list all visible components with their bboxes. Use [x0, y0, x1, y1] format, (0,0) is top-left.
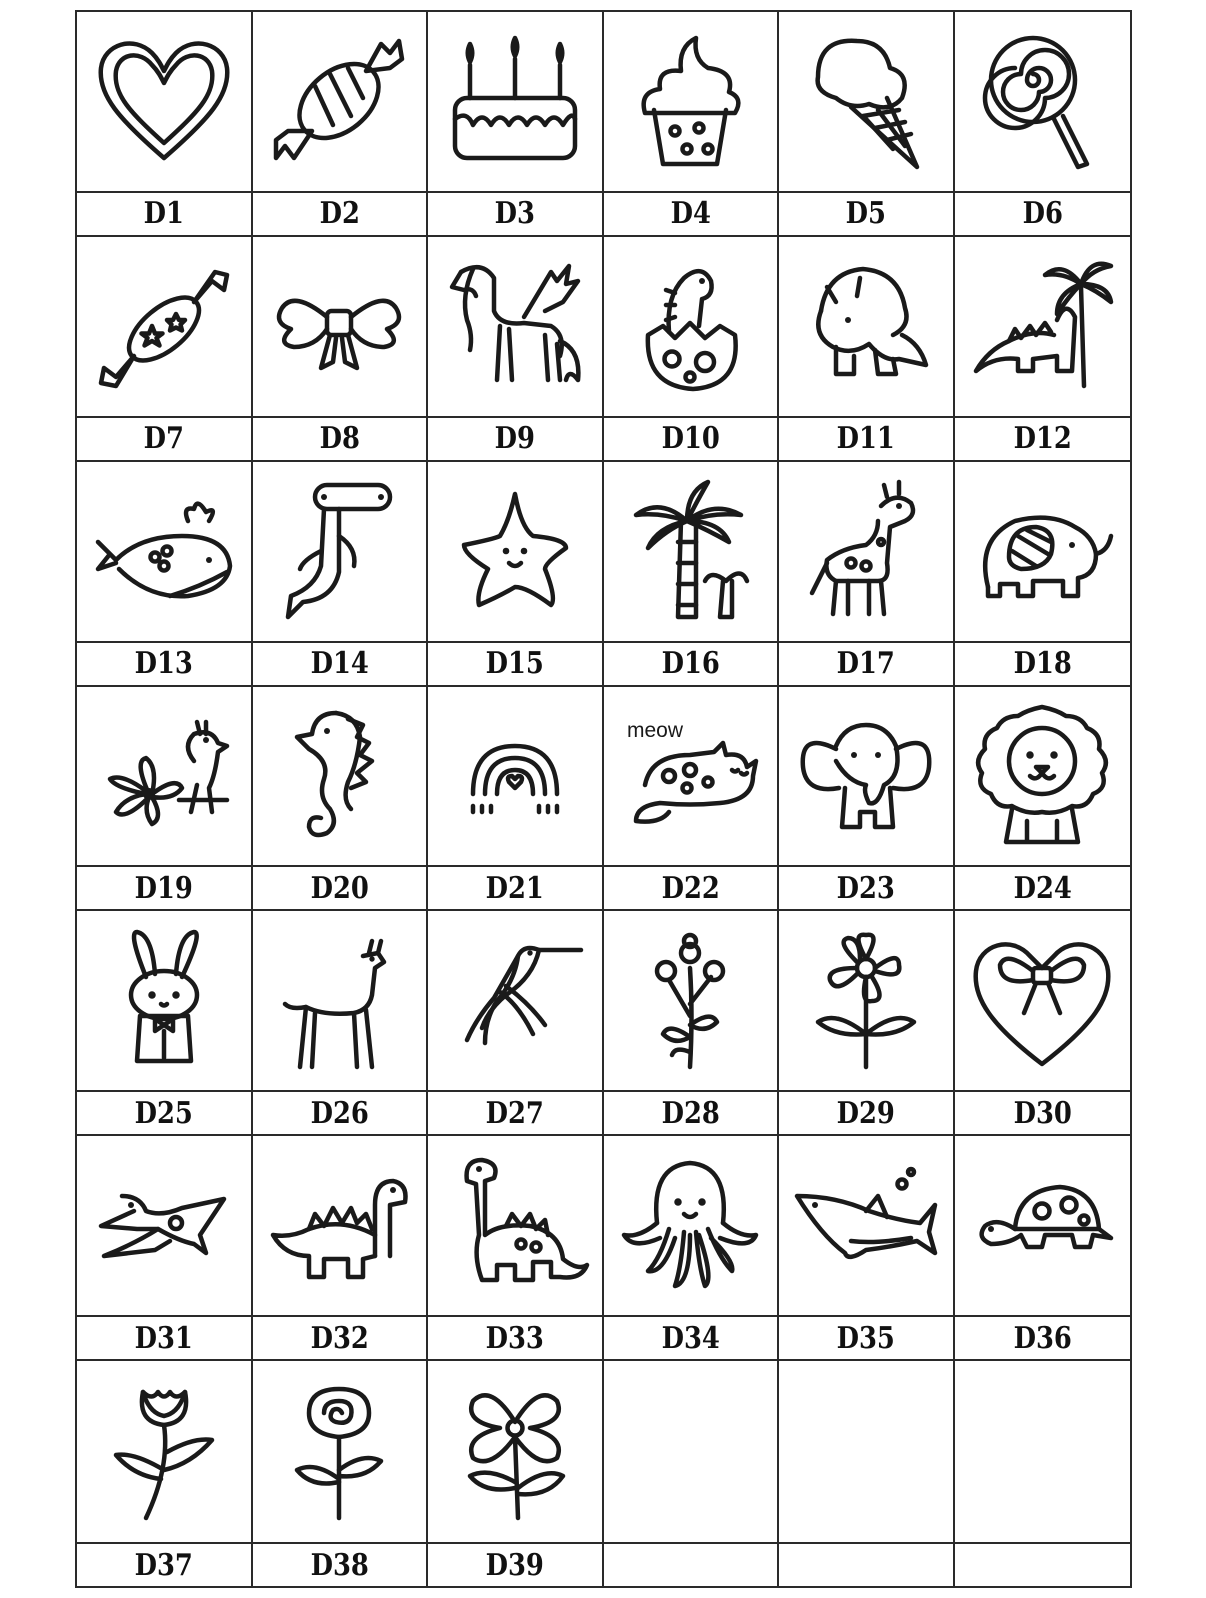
elephant-side-icon — [955, 462, 1131, 643]
dinosaur-palm-icon — [955, 237, 1131, 418]
elephant-front-icon — [779, 687, 953, 868]
design-cell-39[interactable] — [428, 1361, 604, 1586]
design-cell-24[interactable] — [955, 687, 1131, 912]
design-code: D36 — [1013, 1320, 1072, 1356]
design-cell-28[interactable] — [604, 911, 780, 1136]
design-cell-5[interactable] — [779, 12, 955, 237]
design-cell-14[interactable] — [253, 462, 429, 687]
design-code: D32 — [310, 1320, 369, 1356]
design-cell-20[interactable] — [253, 687, 429, 912]
bunny-icon — [77, 911, 251, 1092]
deer-icon — [253, 911, 427, 1092]
empty-cell — [604, 1361, 780, 1586]
lion-icon — [955, 687, 1131, 868]
star-candy-icon — [77, 237, 251, 418]
design-code: D19 — [134, 870, 193, 906]
rainbow-icon — [428, 687, 602, 868]
empty-cell — [779, 1361, 955, 1586]
heart-icon — [77, 12, 251, 193]
design-code: D18 — [1013, 646, 1072, 682]
design-code: D15 — [485, 646, 544, 682]
design-cell-15[interactable] — [428, 462, 604, 687]
long-neck-dinosaur-icon — [428, 1136, 602, 1317]
birthday-cake-icon — [428, 12, 602, 193]
rose-icon — [253, 1361, 427, 1544]
design-code: D17 — [836, 646, 895, 682]
design-code: D12 — [1013, 421, 1072, 457]
design-code: D9 — [494, 421, 535, 457]
design-cell-19[interactable] — [77, 687, 253, 912]
design-cell-17[interactable] — [779, 462, 955, 687]
whale-icon — [77, 462, 251, 643]
hummingbird-icon — [428, 911, 602, 1092]
design-code: D7 — [143, 421, 184, 457]
design-cell-25[interactable] — [77, 911, 253, 1136]
wrapped-candy-icon — [253, 12, 427, 193]
design-code: D26 — [310, 1095, 369, 1131]
design-cell-12[interactable] — [955, 237, 1131, 462]
design-code: D27 — [485, 1095, 544, 1131]
bow-icon — [253, 237, 427, 418]
hammerhead-shark-icon — [253, 462, 427, 643]
design-code: D34 — [661, 1320, 720, 1356]
design-code: D3 — [494, 196, 535, 232]
design-cell-16[interactable] — [604, 462, 780, 687]
design-cell-4[interactable] — [604, 12, 780, 237]
triceratops-icon — [779, 237, 953, 418]
design-code: D8 — [319, 421, 360, 457]
heart-bow-icon — [955, 911, 1131, 1092]
design-cell-10[interactable] — [604, 237, 780, 462]
design-code: D20 — [310, 870, 369, 906]
design-cell-11[interactable] — [779, 237, 955, 462]
giraffe-icon — [779, 462, 953, 643]
cat-meow-icon — [604, 687, 778, 868]
svg-text:meow: meow — [627, 718, 684, 742]
design-code: D10 — [661, 421, 720, 457]
octopus-icon — [604, 1136, 778, 1317]
seahorse-icon — [253, 687, 427, 868]
pegasus-icon — [428, 237, 602, 418]
design-cell-34[interactable] — [604, 1136, 780, 1361]
design-code: D5 — [845, 196, 886, 232]
design-cell-38[interactable] — [253, 1361, 429, 1586]
design-cell-30[interactable] — [955, 911, 1131, 1136]
design-cell-23[interactable] — [779, 687, 955, 912]
design-code: D23 — [836, 870, 895, 906]
starfish-icon — [428, 462, 602, 643]
design-code: D33 — [485, 1320, 544, 1356]
design-code: D22 — [661, 870, 720, 906]
design-code: D14 — [310, 646, 369, 682]
tulip-icon — [77, 1361, 251, 1544]
design-code: D11 — [836, 421, 895, 457]
design-cell-8[interactable] — [253, 237, 429, 462]
palm-trees-icon — [604, 462, 778, 643]
parrot-flower-icon — [77, 687, 251, 868]
design-cell-32[interactable] — [253, 1136, 429, 1361]
design-cell-6[interactable] — [955, 12, 1131, 237]
turtle-icon — [955, 1136, 1131, 1317]
design-cell-18[interactable] — [955, 462, 1131, 687]
design-code: D25 — [134, 1095, 193, 1131]
design-code: D2 — [319, 196, 360, 232]
design-cell-37[interactable] — [77, 1361, 253, 1586]
design-code: D24 — [1013, 870, 1072, 906]
design-grid — [75, 10, 1132, 1588]
design-code: D30 — [1013, 1095, 1072, 1131]
design-cell-13[interactable] — [77, 462, 253, 687]
pterodactyl-icon — [77, 1136, 251, 1317]
poppy-icon — [428, 1361, 602, 1544]
design-cell-26[interactable] — [253, 911, 429, 1136]
design-cell-22[interactable] — [604, 687, 780, 912]
design-cell-9[interactable] — [428, 237, 604, 462]
stegosaurus-icon — [253, 1136, 427, 1317]
design-code: D37 — [134, 1547, 193, 1583]
design-code: D13 — [134, 646, 193, 682]
design-cell-21[interactable] — [428, 687, 604, 912]
design-cell-2[interactable] — [253, 12, 429, 237]
design-code: D35 — [836, 1320, 895, 1356]
design-cell-7[interactable] — [77, 237, 253, 462]
design-cell-33[interactable] — [428, 1136, 604, 1361]
flower-branch-icon — [604, 911, 778, 1092]
ice-cream-cone-icon — [779, 12, 953, 193]
design-code: D1 — [143, 196, 184, 232]
design-code: D28 — [661, 1095, 720, 1131]
lollipop-icon — [955, 12, 1131, 193]
design-code: D38 — [310, 1547, 369, 1583]
design-code: D21 — [485, 870, 544, 906]
cupcake-icon — [604, 12, 778, 193]
design-cell-36[interactable] — [955, 1136, 1131, 1361]
design-cell-31[interactable] — [77, 1136, 253, 1361]
design-code: D16 — [661, 646, 720, 682]
design-cell-3[interactable] — [428, 12, 604, 237]
design-code: D29 — [836, 1095, 895, 1131]
dinosaur-egg-icon — [604, 237, 778, 418]
design-code: D4 — [670, 196, 711, 232]
empty-cell — [955, 1361, 1131, 1586]
design-code: D31 — [134, 1320, 193, 1356]
design-cell-29[interactable] — [779, 911, 955, 1136]
design-code: D6 — [1022, 196, 1063, 232]
design-code: D39 — [485, 1547, 544, 1583]
design-cell-35[interactable] — [779, 1136, 955, 1361]
shark-icon — [779, 1136, 953, 1317]
design-cell-27[interactable] — [428, 911, 604, 1136]
daisy-icon — [779, 911, 953, 1092]
design-cell-1[interactable] — [77, 12, 253, 237]
